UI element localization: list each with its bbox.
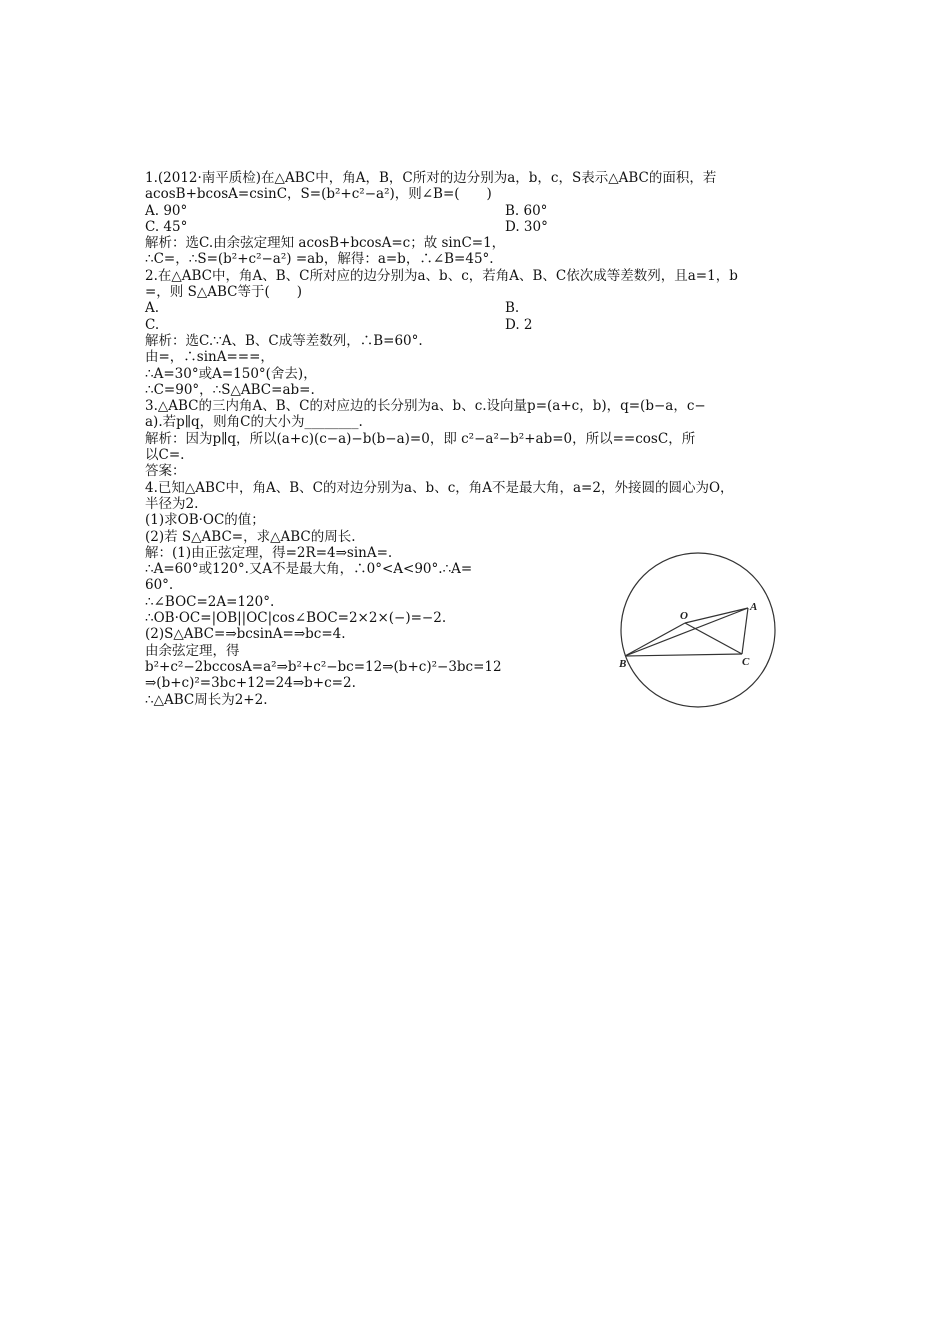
q4-solution-10: ∴△ABC周长为2+2.: [145, 691, 268, 708]
q2-solution: 解析：选C.∵A、B、C成等差数列，∴B=60°.: [145, 332, 423, 349]
label-a: A: [750, 601, 758, 613]
q1-option-b: B. 60°: [505, 202, 548, 219]
q2-option-b: B.: [505, 300, 520, 317]
q2-option-c: C.: [145, 316, 160, 333]
q2-stem: 2.在△ABC中，角A、B、C所对应的边分别为a、b、c，若角A、B、C依次成等差数列，且a=1，b: [145, 267, 738, 284]
q1-option-d: D. 30°: [505, 218, 548, 235]
q4-solution-9: ⇒(b+c)²=3bc+12=24⇒b+c=2.: [145, 675, 356, 692]
q1-solution-cont: ∴C=，∴S=(b²+c²−a²) =ab，解得：a=b，∴∠B=45°.: [145, 251, 494, 268]
label-o: O: [680, 610, 688, 622]
q4-solution-6: (2)S△ABC=⇒bcsinA=⇒bc=4.: [145, 626, 346, 643]
q3-solution-cont: 以C=.: [145, 447, 185, 464]
q2-solution-4: ∴C=90°，∴S△ABC=ab=.: [145, 381, 315, 398]
q2-solution-3: ∴A=30°或A=150°(舍去)，: [145, 365, 317, 382]
q1-option-c: C. 45°: [145, 218, 188, 235]
q4-solution-2: ∴A=60°或120°.又A不是最大角，∴0°<A<90°.∴A=: [145, 561, 473, 578]
q2-option-a: A.: [145, 300, 160, 317]
q3-answer: 答案：: [145, 463, 186, 480]
q2-stem-cont: =，则 S△ABC等于( ): [145, 284, 303, 301]
q2-options-row1: [145, 300, 815, 316]
q4-solution-4: ∴∠BOC=2A=120°.: [145, 593, 275, 610]
q4-part2: (2)若 S△ABC=，求△ABC的周长.: [145, 528, 356, 545]
q1-options-row1: [145, 203, 815, 219]
q4-stem-cont: 半径为2.: [145, 495, 199, 512]
q1-option-a: A. 90°: [145, 202, 188, 219]
q1-stem: 1.(2012·南平质检)在△ABC中，角A，B，C所对的边分别为a，b，c，S表示△ABC的面积，若: [145, 170, 717, 186]
q4-solution-8: b²+c²−2bccosA=a²⇒b²+c²−bc=12⇒(b+c)²−3bc=12: [145, 658, 502, 675]
q4-part1: (1)求OB·OC的值；: [145, 512, 265, 529]
q3-solution: 解析：因为p∥q，所以(a+c)(c−a)−b(b−a)=0，即 c²−a²−b²+ab=0，所以==cosC，所: [145, 430, 696, 447]
q3-stem-cont: a).若p∥q，则角C的大小为________.: [145, 414, 363, 431]
q4-solution-7: 由余弦定理，得: [145, 642, 240, 659]
q4-solution-3: 60°.: [145, 577, 174, 594]
circumcircle-figure: [618, 550, 778, 710]
q2-solution-2: 由=，∴sinA===，: [145, 349, 274, 366]
label-c: C: [742, 656, 750, 668]
q4-solution-1: 解：(1)由正弦定理，得=2R=4⇒sinA=.: [145, 544, 393, 561]
segment-oc: [685, 623, 742, 654]
label-b: B: [619, 658, 627, 670]
segment-bc: [625, 654, 742, 656]
q4-solution-5: ∴OB·OC=|OB||OC|cos∠BOC=2×2×(−)=−2.: [145, 610, 447, 627]
q1-stem-cont: acosB+bcosA=csinC，S=(b²+c²−a²)，则∠B=( ): [145, 186, 492, 203]
q1-solution: 解析：选C.由余弦定理知 acosB+bcosA=c；故 sinC=1，: [145, 235, 506, 252]
q3-stem: 3.△ABC的三内角A、B、C的对应边的长分别为a、b、c.设向量p=(a+c，b)，q=(b−a，c−: [145, 398, 706, 415]
segment-ac: [742, 608, 748, 654]
q1-options-row2: [145, 219, 815, 235]
q4-stem: 4.已知△ABC中，角A、B、C的对边分别为a、b、c，角A不是最大角，a=2，外接圆的圆心为O，: [145, 479, 734, 496]
segment-ob: [625, 623, 685, 656]
q2-option-d: D. 2: [505, 316, 533, 333]
q2-options-row2: [145, 317, 815, 333]
